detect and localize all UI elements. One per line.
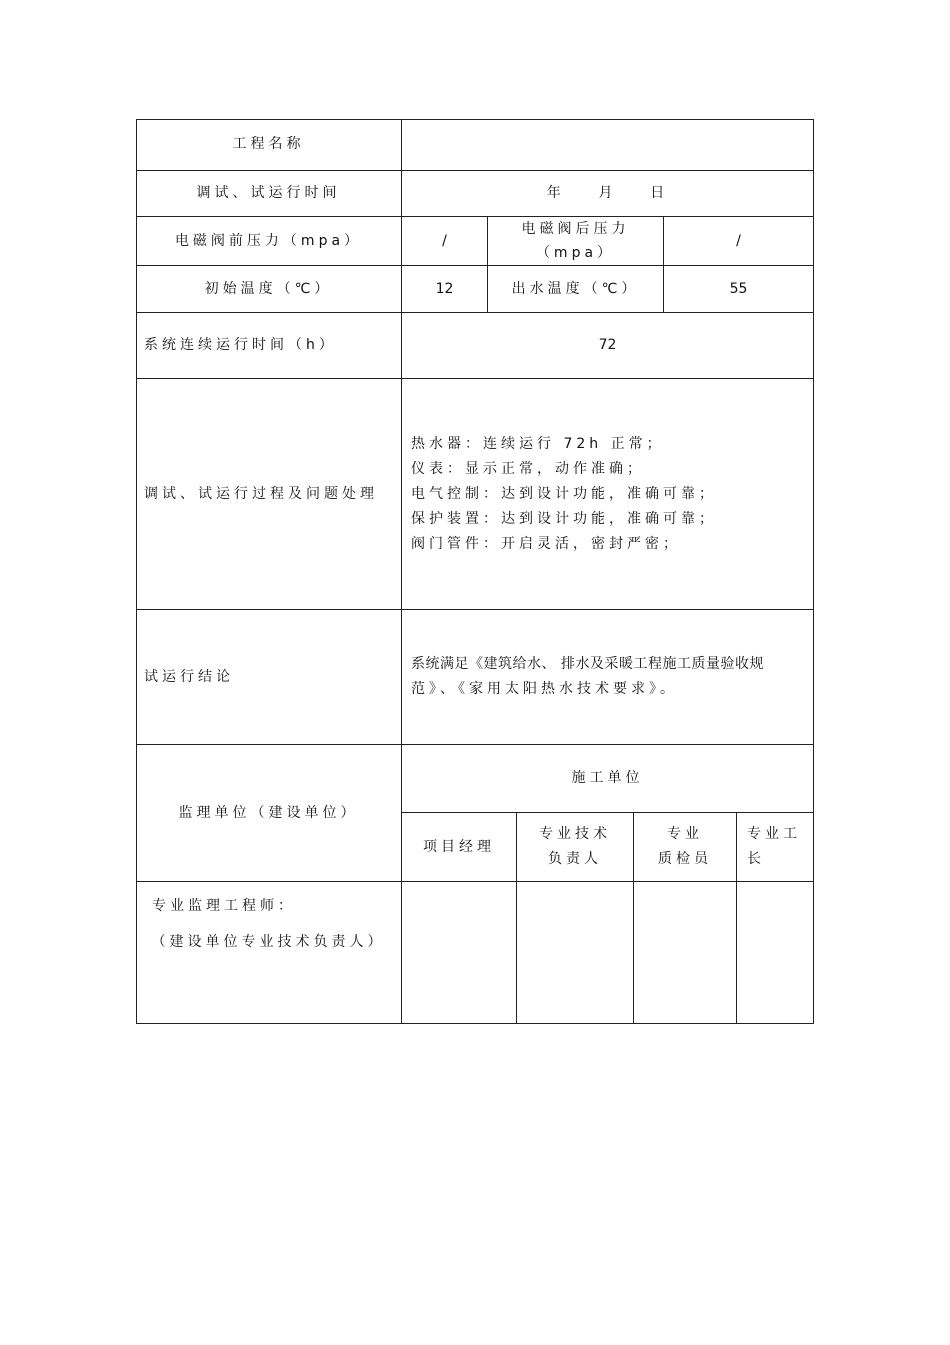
border-bottom <box>136 1023 814 1024</box>
run-hours-label: 系统连续运行时间（h） <box>144 337 337 353</box>
quality-inspector-line-1: 专业 <box>667 826 703 842</box>
pressure-after-label <box>488 217 663 265</box>
supervision-unit-label: 监理单位（建设单位） <box>178 804 359 821</box>
run-hours-value: 72 <box>598 337 617 353</box>
conclusion-line: 范》、《家用太阳热水技术要求》。 <box>411 681 678 697</box>
supervising-engineer-label: 专业监理工程师： <box>152 898 296 914</box>
conclusion-line: 系统满足《建筑给水、 排水及采暖工程施工质量验收规 <box>411 656 764 672</box>
test-run-record-form <box>136 119 814 1024</box>
foreman-line-2: 长 <box>747 851 765 867</box>
project-manager-label: 项目经理 <box>423 838 495 855</box>
test-time-label: 调试、试运行时间 <box>196 185 341 201</box>
quality-inspector-line-2: 质检员 <box>658 851 712 867</box>
tech-lead-label <box>517 813 633 881</box>
pressure-before-label: 电磁阀前压力（mpa） <box>174 232 363 249</box>
foreman-signature[interactable] <box>737 882 813 1023</box>
pressure-after-label-line-1: 电磁阀后压力 <box>521 221 630 237</box>
project-name-label: 工程名称 <box>232 136 305 152</box>
initial-temp-value: 12 <box>435 280 454 297</box>
tech-lead-signature[interactable] <box>517 882 633 1023</box>
process-line: 仪表：显示正常，动作准确； <box>411 460 645 477</box>
conclusion-details <box>402 610 813 744</box>
process-line: 保护装置：达到设计功能，准确可靠； <box>411 510 717 527</box>
process-line: 热水器：连续运行 72h 正常； <box>411 435 665 452</box>
quality-inspector-signature[interactable] <box>634 882 736 1023</box>
outlet-temp-value: 55 <box>729 280 748 297</box>
test-time-value: 年 月 日 <box>546 185 669 201</box>
construction-unit-label: 施工单位 <box>571 770 644 786</box>
process-label: 调试、试运行过程及问题处理 <box>144 485 378 502</box>
project-manager-signature[interactable] <box>402 882 516 1023</box>
tech-lead-line-2: 负责人 <box>548 851 602 867</box>
quality-inspector-label <box>634 813 736 881</box>
pressure-after-value: / <box>736 232 741 249</box>
process-details <box>402 379 813 609</box>
pressure-after-label-line-2: （mpa） <box>535 245 616 261</box>
foreman-label <box>737 813 814 881</box>
initial-temp-label: 初始温度（℃） <box>204 280 333 297</box>
tech-lead-line-1: 专业技术 <box>539 826 611 842</box>
foreman-line-1: 专业工 <box>747 826 801 842</box>
conclusion-label: 试运行结论 <box>144 668 234 685</box>
project-name-value <box>402 119 813 170</box>
pressure-before-value: / <box>442 232 447 249</box>
supervising-engineer-block <box>136 882 401 958</box>
process-line: 阀门管件：开启灵活，密封严密； <box>411 535 681 552</box>
process-line: 电气控制：达到设计功能，准确可靠； <box>411 485 717 502</box>
border-right <box>813 119 814 1024</box>
construction-tech-lead-label: （建设单位专业技术负责人） <box>151 934 386 950</box>
outlet-temp-label: 出水温度（℃） <box>511 280 640 297</box>
